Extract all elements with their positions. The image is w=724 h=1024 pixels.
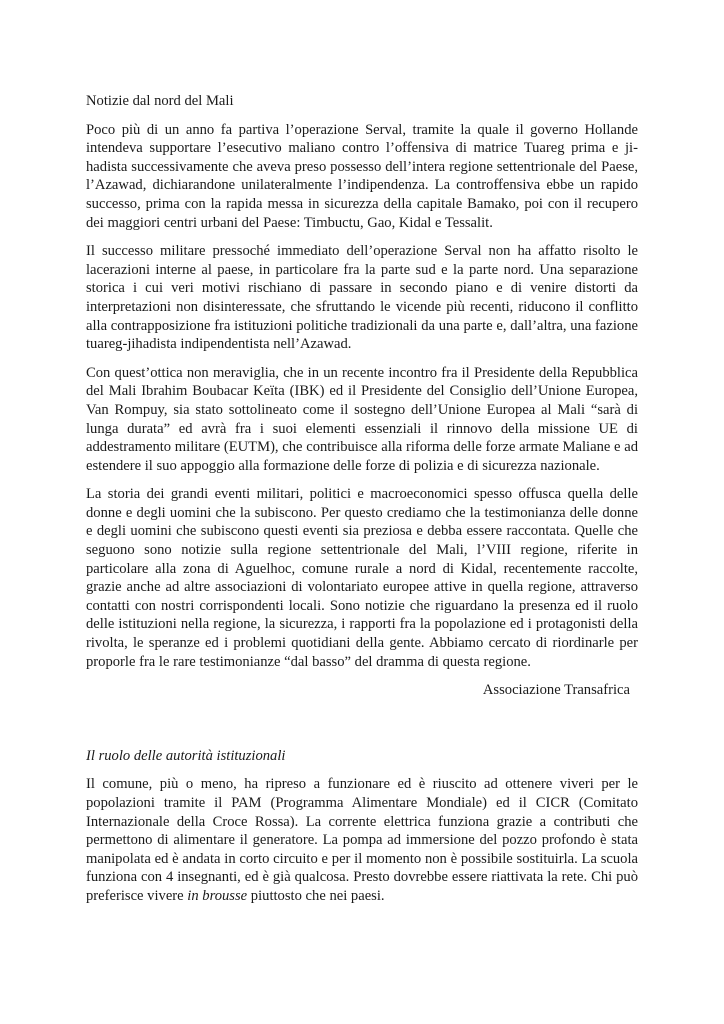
section-paragraph-italic-phrase: in brousse: [187, 887, 248, 904]
signature: Associazione Transafrica: [482, 682, 630, 699]
document-page: [86, 92, 638, 916]
intro-paragraph-2: Il successo militare pressoché immediato dell’operazione Serval non ha affatto risolto le lacerazioni interne al paese, in particolare fra la parte sud e la parte nord. Una separazione storica i cui veri motivi rischiano di passare in secondo piano e di venire distorti da interpretazioni non disinteressate, che sfruttando le vicende più recenti, riducono il conflitto alla contrapposizione fra istituzioni politiche tradizionali da una parte e, dall’altra, una fazione tuareg-jihadista indipendentista nell’Azawad.: [86, 243, 638, 353]
section-paragraph-text-start: Il comune, più o meno, ha ripreso a funzionare ed è riuscito ad ottenere viveri per le popolazioni tramite il PAM (Programma Alimentare Mondiale) ed il CICR (Comitato Internazionale della Croce Rossa). La corrente elettrica funziona grazie a contributi che permettono di alimentare il generatore. La pompa ad immersione del pozzo profondo è stata manipolata ed è andata in corto circuito e per il momento non è possibile sostituirla. La scuola funziona con 4 insegnanti, ed è già qualcosa. Presto dovrebbe essere riattivata la rete. Chi può preferisce vivere: [86, 776, 638, 904]
intro-paragraph-4: La storia dei grandi eventi militari, politici e macroeconomici spesso offusca quella delle donne e degli uomini che la subiscono. Per questo crediamo che la testimonianza delle donne e degli uomini che subiscono questi eventi sia preziosa e debba essere raccontata. Quelle che seguono sono notizie sulla regione settentrionale del Mali, l’VIII regione, riferite in particolare alla zona di Aguelhoc, comune rurale a nord di Kidal, recentemente raccolte, grazie anche ad altre associazioni di volontariato europee attive in quella regione, attraverso contatti con nostri corrispondenti locali. Sono notizie che riguardano la presenza ed il ruolo delle istituzioni nella regione, la sicurezza, i rapporti fra la popolazione ed i protagonisti della rivolta, le speranze ed i problemi quotidiani della gente. Abbiamo cercato di riordinarle per proporle fra le rare testimonianze “dal basso” del dramma di questa regione.: [86, 486, 638, 670]
section-paragraph-text-end: piuttosto che nei paesi.: [247, 887, 385, 904]
intro-paragraph-1: Poco più di un anno fa partiva l’operazione Serval, tramite la quale il governo Hollande intendeva supportare l’esecutivo maliano contro l’offensiva di matrice Tuareg prima e jihadista successivamente che aveva preso possesso dell’intera regione settentrionale del Paese, l’Azawad, dichiarandone unilateralmente l’indipendenza. La controffensiva ebbe un rapido successo, prima con la rapida messa in sicurezza della capitale Bamako, poi con il recupero dei maggiori centri urbani del Paese: Timbuctu, Gao, Kidal e Tessalit.: [86, 121, 638, 231]
signature-block: [86, 681, 638, 700]
intro-paragraph-3: Con quest’ottica non meraviglia, che in un recente incontro fra il Presidente della Repubblica del Mali Ibrahim Boubacar Keïta (IBK) ed il Presidente del Consiglio dell’Unione Europea, Van Rompuy, sia stato sottolineato come il sostegno dell’Unione Europea al Mali “sarà di lunga durata” ed avrà fra i suoi elementi essenziali il rinnovo della missione UE di addestramento militare (EUTM), che contribuisce alla riforma delle forze armate Maliane e ad estendere il suo appoggio alla formazione delle forze di polizia e di sicurezza nazionale.: [86, 364, 638, 474]
section-paragraph: [86, 775, 638, 905]
document-title: Notizie dal nord del Mali: [86, 93, 234, 109]
section-heading: Il ruolo delle autorità istituzionali: [86, 747, 286, 764]
